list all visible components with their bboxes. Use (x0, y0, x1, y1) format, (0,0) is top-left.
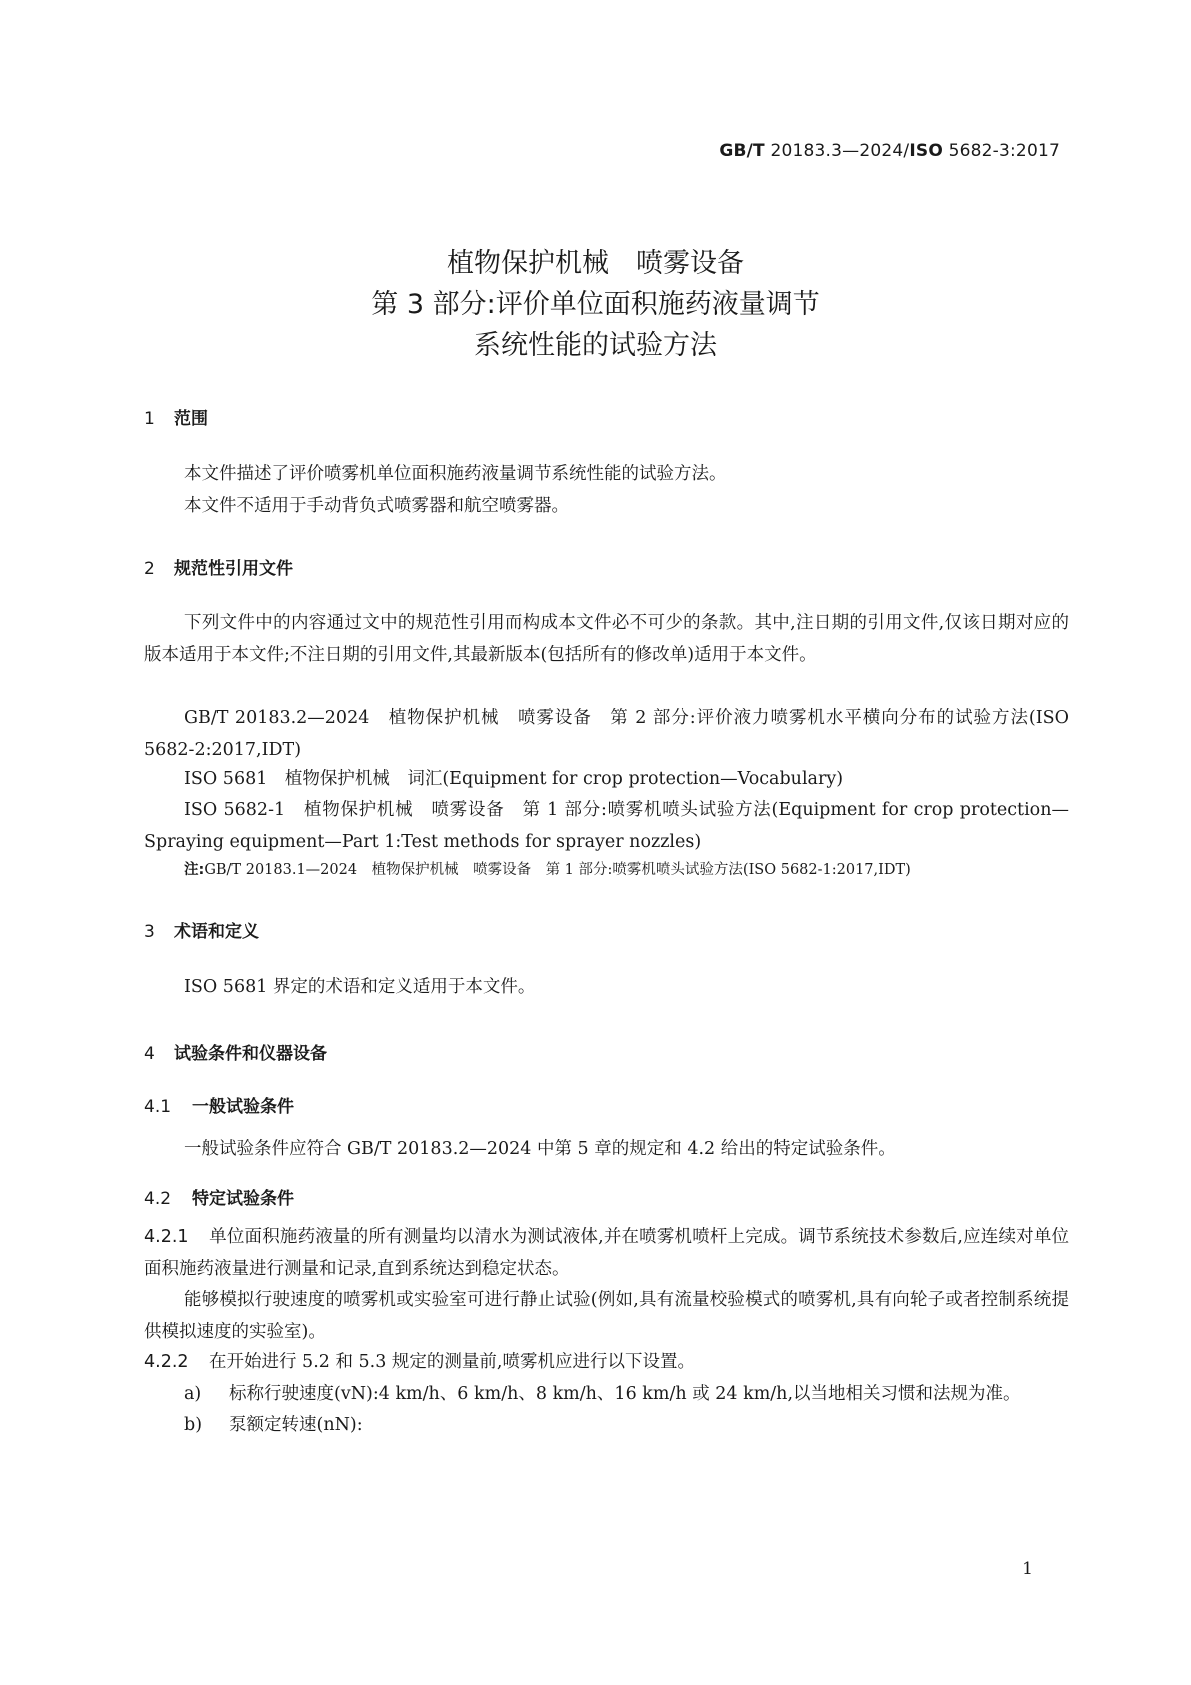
section-1-heading (144, 404, 208, 429)
reference-iso-5682-1: ISO 5682-1 植物保护机械 喷雾设备 第 1 部分:喷雾机喷头试验方法(Equipment for crop protection—Spraying equipment—Part 1:Test methods for sprayer nozzles) (144, 800, 1069, 852)
section-title: 范围 (174, 409, 208, 429)
list-text: 标称行驶速度(vN):4 km/h、6 km/h、8 km/h、16 km/h 或 24 km/h,以当地相关习惯和法规为准。 (229, 1384, 1021, 1404)
gbt-prefix: GB/T (719, 141, 765, 161)
section-3-paragraph: ISO 5681 界定的术语和定义适用于本文件。 (184, 977, 536, 997)
clause-4-2-2 (144, 1346, 1069, 1378)
section-4-heading (144, 1039, 327, 1064)
reference-iso-5681: ISO 5681 植物保护机械 词汇(Equipment for crop protection—Vocabulary) (184, 769, 844, 789)
reference-note (184, 859, 1069, 881)
section-title: 试验条件和仪器设备 (174, 1044, 327, 1064)
subsection-title: 一般试验条件 (192, 1097, 294, 1117)
note-text: GB/T 20183.1—2024 植物保护机械 喷雾设备 第 1 部分:喷雾机喷头试验方法(ISO 5682-1:2017,IDT) (204, 862, 911, 878)
section-title: 术语和定义 (174, 922, 259, 942)
subsection-number: 4.2 (144, 1189, 172, 1209)
clause-number: 4.2.2 (144, 1352, 189, 1372)
title-line-2: 第 3 部分:评价单位面积施药液量调节 (371, 289, 820, 320)
section-title: 规范性引用文件 (174, 559, 293, 579)
subsection-title: 特定试验条件 (192, 1189, 294, 1209)
title-line-3: 系统性能的试验方法 (474, 330, 717, 361)
list-text: 泵额定转速(nN): (229, 1415, 363, 1435)
section-3-heading (144, 917, 259, 942)
standard-identifier (719, 141, 1060, 161)
clause-4-2-1 (144, 1221, 1069, 1285)
clause-text: 单位面积施药液量的所有测量均以清水为测试液体,并在喷雾机喷杆上完成。调节系统技术参数后,应连续对单位面积施药液量进行测量和记录,直到系统达到稳定状态。 (144, 1227, 1069, 1279)
list-item-b (184, 1409, 1069, 1441)
iso-prefix: ISO (909, 141, 943, 161)
page-number: 1 (1022, 1559, 1033, 1579)
subsection-4-1-heading (144, 1092, 294, 1117)
clause-number: 4.2.1 (144, 1227, 189, 1247)
section-number: 2 (144, 559, 155, 579)
subsection-number: 4.1 (144, 1097, 172, 1117)
subsection-4-1-paragraph: 一般试验条件应符合 GB/T 20183.2—2024 中第 5 章的规定和 4.2 给出的特定试验条件。 (184, 1139, 896, 1159)
gbt-number: 20183.3—2024/ (764, 141, 910, 161)
section-2-heading (144, 554, 293, 579)
note-label: 注: (184, 862, 205, 878)
list-marker: a) (184, 1384, 202, 1404)
reference-gbt-20183-2: GB/T 20183.2—2024 植物保护机械 喷雾设备 第 2 部分:评价液力喷雾机水平横向分布的试验方法(ISO 5682-2:2017,IDT) (144, 708, 1069, 760)
iso-number: 5682-3:2017 (942, 141, 1060, 161)
section-number: 3 (144, 922, 155, 942)
list-marker: b) (184, 1415, 203, 1435)
subsection-4-2-heading (144, 1184, 294, 1209)
document-title (0, 243, 1191, 366)
section-1-paragraph-2: 本文件不适用于手动背负式喷雾器和航空喷雾器。 (184, 496, 569, 516)
clause-text: 在开始进行 5.2 和 5.3 规定的测量前,喷雾机应进行以下设置。 (209, 1352, 695, 1372)
title-line-1: 植物保护机械 喷雾设备 (447, 248, 744, 279)
clause-4-2-1-paragraph-2: 能够模拟行驶速度的喷雾机或实验室可进行静止试验(例如,具有流量校验模式的喷雾机,具有向轮子或者控制系统提供模拟速度的实验室)。 (144, 1290, 1069, 1342)
section-number: 4 (144, 1044, 155, 1064)
section-2-intro: 下列文件中的内容通过文中的规范性引用而构成本文件必不可少的条款。其中,注日期的引用文件,仅该日期对应的版本适用于本文件;不注日期的引用文件,其最新版本(包括所有的修改单)适用于本文件。 (144, 613, 1069, 665)
list-item-a (184, 1378, 1069, 1410)
section-1-paragraph-1: 本文件描述了评价喷雾机单位面积施药液量调节系统性能的试验方法。 (184, 464, 727, 484)
section-number: 1 (144, 409, 155, 429)
